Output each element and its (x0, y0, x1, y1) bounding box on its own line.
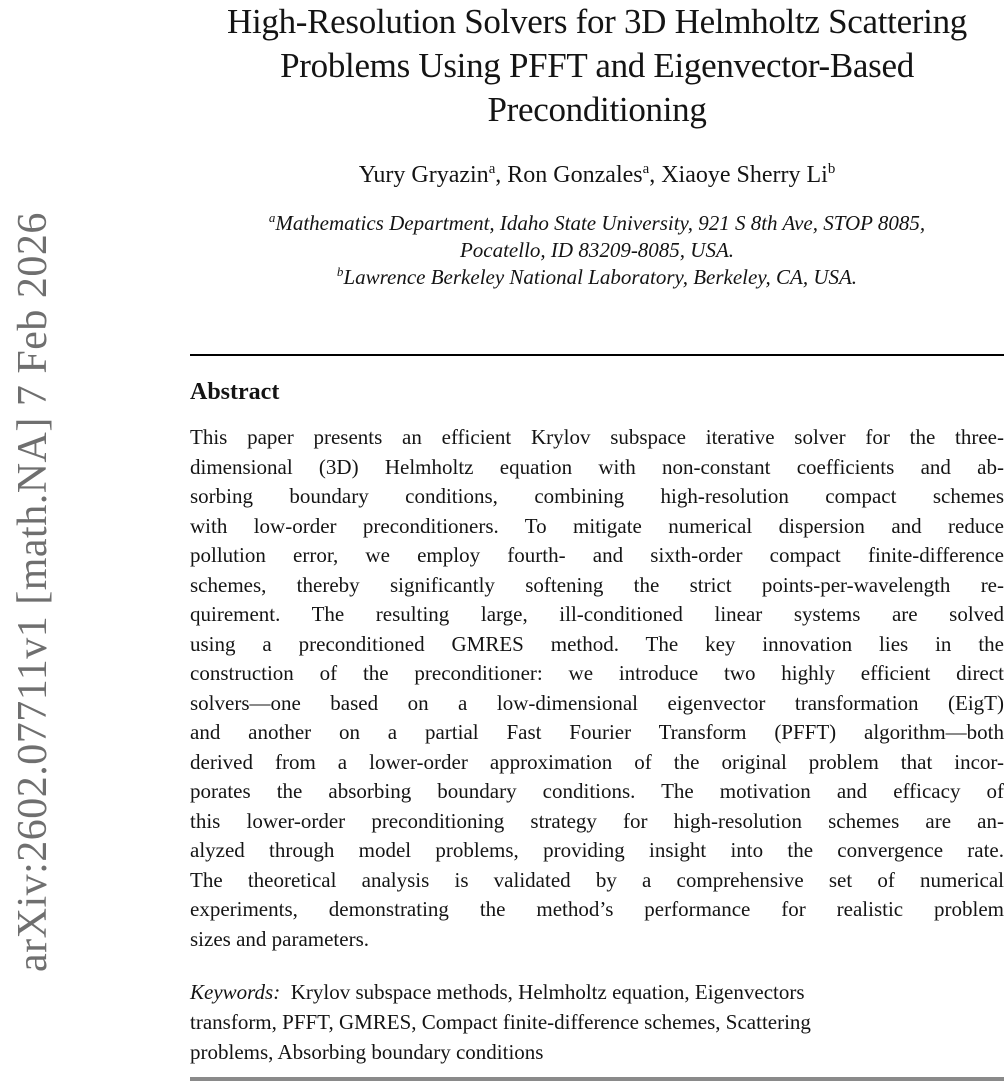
keywords-line: problems, Absorbing boundary conditions (190, 1040, 544, 1064)
abstract-line: porates the absorbing boundary conditions. The motivation and efficacy of (190, 779, 1004, 803)
paper-title (190, 0, 1004, 132)
abstract-line: This paper presents an efficient Krylov subspace iterative solver for the three- (190, 425, 1004, 449)
author-name: Yury Gryazin$^a$ (358, 161, 496, 188)
affiliation-line: Pocatello, ID 83209-8085, USA. (459, 238, 735, 262)
affiliation-line: $^a$Mathematics Department, Idaho State University, 921 S 8th Ave, STOP 8085, (268, 210, 926, 235)
author-name: , Xiaoye Sherry Li$^b$ (649, 161, 836, 188)
arxiv-banner: arXiv:2602.07711v1 [math.NA] 7 Feb 2026 (10, 212, 56, 972)
abstract-line: pollution error, we employ fourth- and sixth-order compact finite-difference (190, 543, 1004, 567)
author-list (190, 162, 1004, 189)
affiliation-block (190, 210, 1004, 291)
abstract-line: with low-order preconditioners. To mitigate numerical dispersion and reduce (190, 513, 1004, 538)
abstract-line: dimensional (3D) Helmholtz equation with non-constant coefficients and ab- (190, 454, 1004, 479)
affiliation-line: $^b$Lawrence Berkeley National Laboratory, Berkeley, CA, USA. (336, 264, 858, 289)
author-affil-mark: b (827, 161, 836, 177)
keywords-label: Keywords: (190, 980, 281, 1004)
abstract-line: The theoretical analysis is validated by a comprehensive set of numerical (190, 867, 1004, 892)
abstract-line: using a preconditioned GMRES method. The key innovation lies in the (190, 631, 1004, 656)
abstract-heading: Abstract (190, 379, 280, 405)
abstract-line: solvers—one based on a low-dimensional eigenvector transformation (EigT) (190, 690, 1004, 715)
paper-title-line: Problems Using PFFT and Eigenvector-Based (280, 46, 914, 85)
abstract-line: derived from a lower-order approximation of the original problem that incor- (190, 749, 1004, 774)
abstract-line: quirement. The resulting large, ill-conditioned linear systems are solved (190, 602, 1004, 626)
abstract-line: sizes and parameters. (190, 926, 370, 951)
abstract-top-rule (190, 354, 1004, 356)
abstract-line: experiments, demonstrating the method’s performance for realistic problem (190, 897, 1004, 921)
abstract-line: sorbing boundary conditions, combining high-resolution compact schemes (190, 484, 1004, 508)
footer-rule (190, 1077, 1004, 1081)
affil-mark: a (268, 210, 276, 225)
abstract-line: this lower-order preconditioning strategy for high-resolution schemes are an- (190, 808, 1004, 833)
abstract-line: construction of the preconditioner: we introduce two highly efficient direct (190, 661, 1004, 685)
paper-title-line: High-Resolution Solvers for 3D Helmholtz Scattering (226, 2, 967, 41)
affil-mark: b (336, 264, 344, 279)
abstract-line: alyzed through model problems, providing insight into the convergence rate. (190, 838, 1004, 862)
keywords-line: transform, PFFT, GMRES, Compact finite-difference schemes, Scattering (190, 1010, 811, 1034)
keywords-line: Keywords: Krylov subspace methods, Helmholtz equation, Eigenvectors (190, 980, 805, 1004)
author-affil-mark: a (488, 161, 496, 177)
abstract-line: schemes, thereby significantly softening the strict points-per-wavelength re- (190, 572, 1004, 597)
abstract-line: and another on a partial Fast Fourier Transform (PFFT) algorithm—both (190, 720, 1004, 744)
author-affil-mark: a (642, 161, 650, 177)
keywords-block (190, 977, 1004, 1067)
abstract-text (190, 423, 1004, 954)
author-name: , Ron Gonzales$^a$ (495, 161, 650, 188)
paper-title-line: Preconditioning (487, 90, 707, 129)
